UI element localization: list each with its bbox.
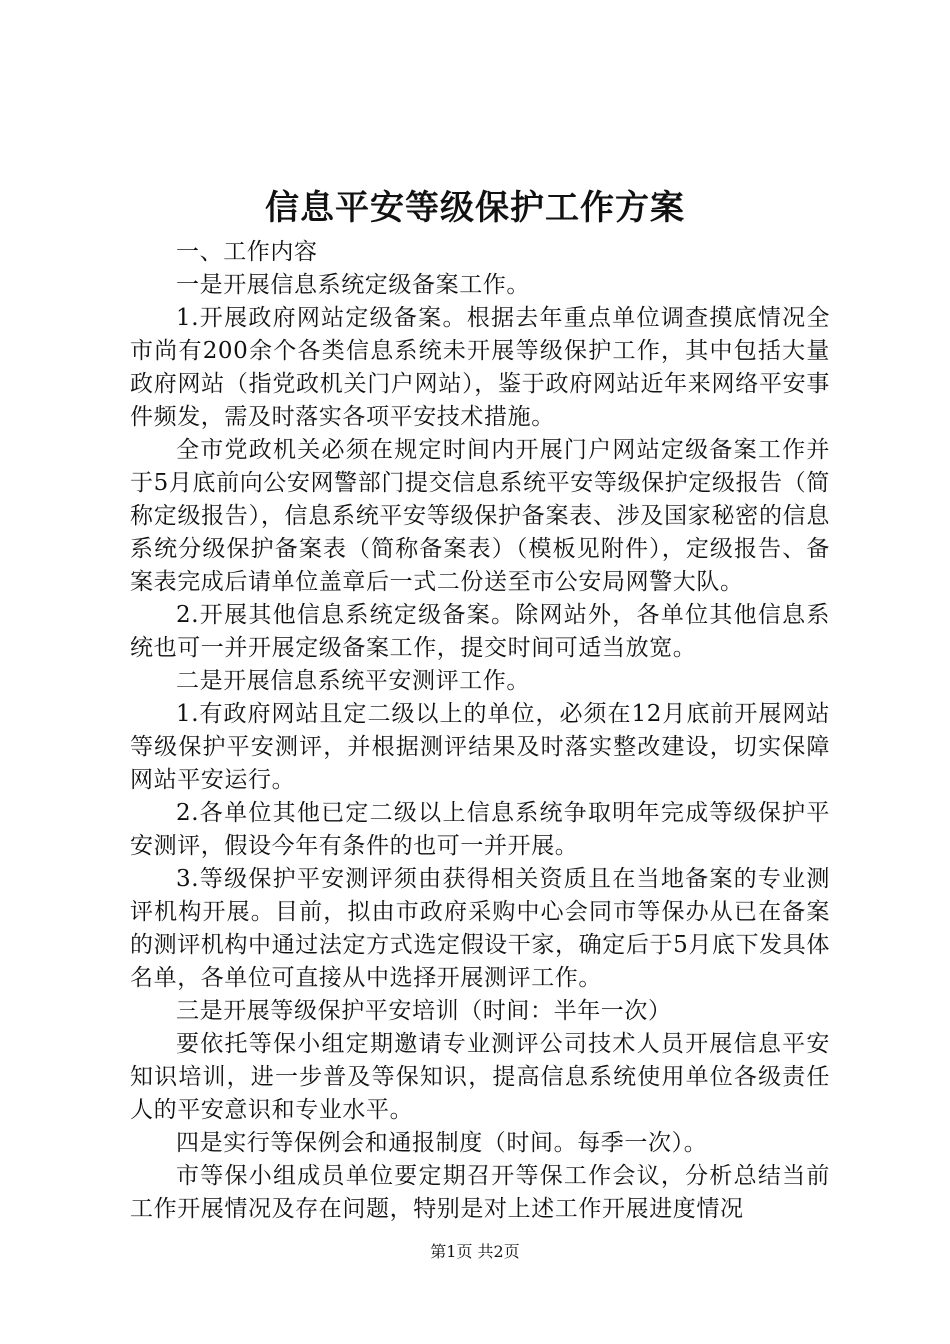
paragraph: 1.有政府网站且定二级以上的单位，必须在12月底前开展网站等级保护平安测评，并根据测评结果及时落实整改建设，切实保障网站平安运行。 — [130, 701, 830, 793]
document-title: 信息平安等级保护工作方案 — [265, 188, 685, 228]
paragraph: 全市党政机关必须在规定时间内开展门户网站定级备案工作并于5月底前向公安网警部门提交信息系统平安等级保护定级报告（简称定级报告），信息系统平安等级保护备案表、涉及国家秘密的信息系统分级保护备案表（简称备案表）（模板见附件），定级报告、备案表完成后请单位盖章后一式二份送至市公安局网警大队。 — [130, 437, 830, 595]
document-body — [130, 236, 830, 1226]
paragraph: 三是开展等级保护平安培训（时间：半年一次） — [176, 998, 672, 1024]
page-number-footer: 第1页 共2页 — [430, 1242, 520, 1261]
paragraph: 二是开展信息系统平安测评工作。 — [176, 668, 530, 694]
paragraph: 四是实行等保例会和通报制度（时间。每季一次）。 — [176, 1130, 708, 1156]
paragraph: 一是开展信息系统定级备案工作。 — [176, 272, 530, 298]
paragraph: 2.各单位其他已定二级以上信息系统争取明年完成等级保护平安测评，假设今年有条件的也可一并开展。 — [130, 800, 830, 859]
section-heading: 一、工作内容 — [176, 239, 318, 265]
paragraph: 要依托等保小组定期邀请专业测评公司技术人员开展信息平安知识培训，进一步普及等保知识，提高信息系统使用单位各级责任人的平安意识和专业水平。 — [130, 1031, 830, 1123]
paragraph: 2.开展其他信息系统定级备案。除网站外，各单位其他信息系统也可一并开展定级备案工作，提交时间可适当放宽。 — [130, 602, 830, 661]
paragraph: 3.等级保护平安测评须由获得相关资质且在当地备案的专业测评机构开展。目前，拟由市政府采购中心会同市等保办从已在备案的测评机构中通过法定方式选定假设干家，确定后于5月底下发具体名单，各单位可直接从中选择开展测评工作。 — [130, 866, 830, 991]
paragraph: 市等保小组成员单位要定期召开等保工作会议，分析总结当前工作开展情况及存在问题，特别是对上述工作开展进度情况 — [130, 1163, 830, 1222]
paragraph: 1.开展政府网站定级备案。根据去年重点单位调查摸底情况全市尚有200余个各类信息系统未开展等级保护工作，其中包括大量政府网站（指党政机关门户网站），鉴于政府网站近年来网络平安事件频发，需及时落实各项平安技术措施。 — [130, 305, 830, 430]
